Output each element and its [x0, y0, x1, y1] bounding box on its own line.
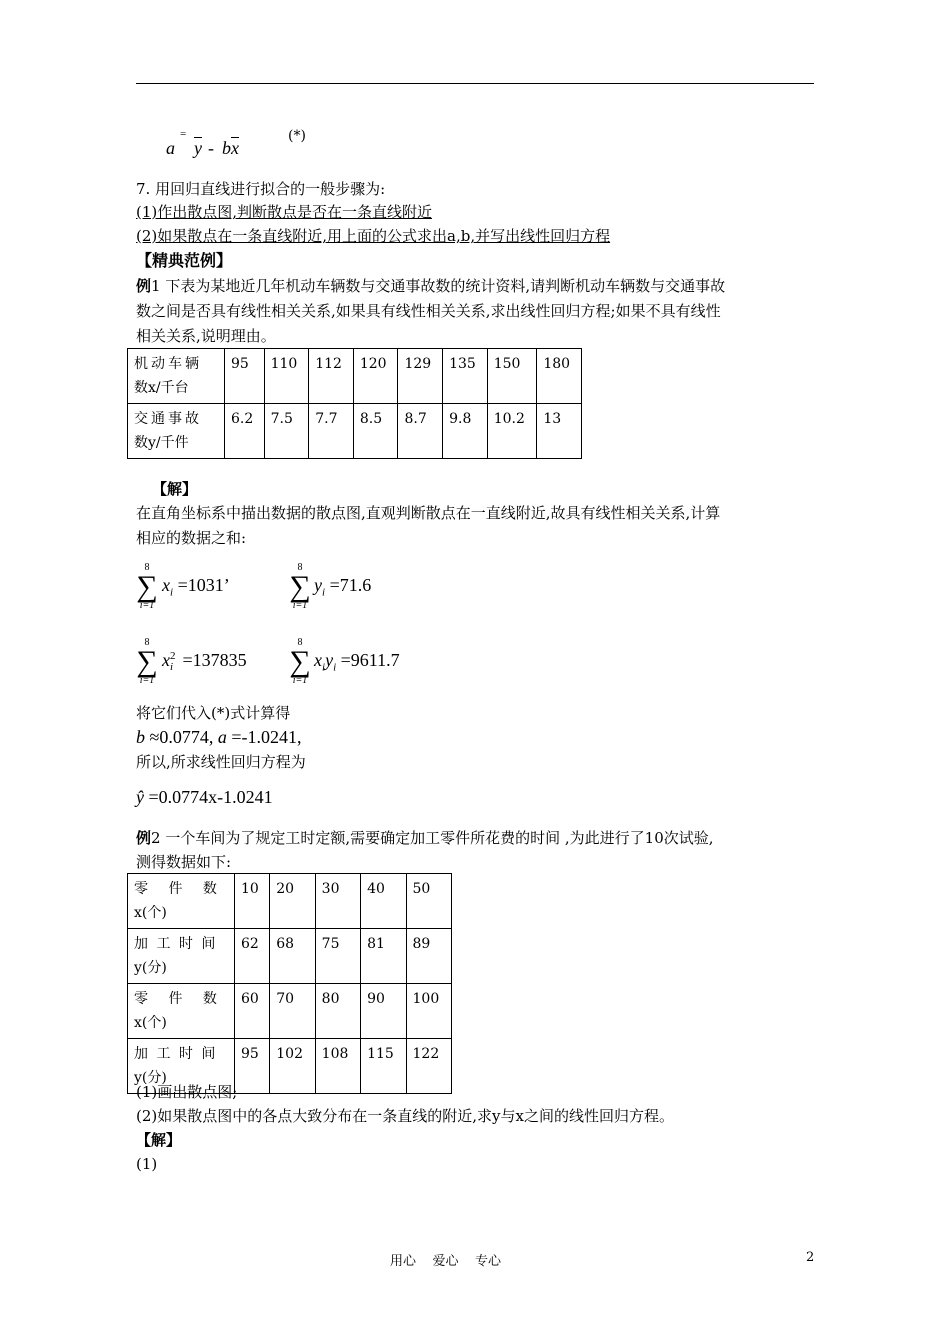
step-1: (1)作出散点图,判断散点是否在一条直线附近 — [136, 203, 433, 221]
table-cell: 120 — [353, 349, 398, 404]
substitute-text: 将它们代入(*)式计算得 — [136, 704, 291, 722]
table-header-cell: 交通事故 数y/千件 — [128, 404, 225, 459]
ex2-label: 例 — [136, 829, 152, 847]
table-cell: 20 — [270, 874, 315, 929]
table-header-cell: 加 工 时 间 y(分) — [128, 1039, 235, 1094]
page-number: 2 — [806, 1250, 815, 1265]
table-cell: 112 — [309, 349, 354, 404]
ex2-question-2: (2)如果散点图中的各点大致分布在一条直线的附近,求y与x之间的线性回归方程。 — [136, 1107, 674, 1125]
table-cell: 7.7 — [309, 404, 354, 459]
formula-a-xbar: $\overline{x}$ — [231, 138, 239, 158]
sum-xiyi: $x_iy_i =9611.7$ — [314, 650, 400, 674]
table-cell: 102 — [270, 1039, 315, 1094]
step-2: (2)如果散点在一条直线附近,用上面的公式求出a,b,并写出线性回归方程 — [136, 227, 611, 245]
table-cell: 30 — [315, 874, 360, 929]
table-cell: 70 — [270, 984, 315, 1039]
table-cell: 8.7 — [398, 404, 443, 459]
ex1-solution-label: 【解】 — [152, 480, 198, 498]
table-cell: 95 — [225, 349, 265, 404]
ex1-text1: 下表为某地近几年机动车辆数与交通事故数的统计资料,请判断机动车辆数与交通事故 — [165, 277, 726, 295]
sum-symbol: 8 ∑ i=1 — [289, 637, 311, 686]
table-cell: 100 — [406, 984, 451, 1039]
table-cell: 68 — [270, 929, 315, 984]
table-header-cell: 零 件 数 x(个) — [128, 874, 235, 929]
table-cell: 10 — [235, 874, 270, 929]
table-cell: 110 — [264, 349, 309, 404]
formula-a — [166, 128, 366, 162]
table-header-cell: 加 工 时 间 y(分) — [128, 929, 235, 984]
result-intro: 所以,所求线性回归方程为 — [136, 753, 306, 771]
table-header-cell: 零 件 数 x(个) — [128, 984, 235, 1039]
sum-symbol: 8 ∑ i=1 — [136, 562, 158, 611]
sum-symbol: 8 ∑ i=1 — [289, 562, 311, 611]
table-cell: 108 — [315, 1039, 360, 1094]
table-row — [128, 984, 452, 1039]
table-cell: 135 — [443, 349, 488, 404]
formula-a-ybar: $\overline{y}$ — [194, 138, 202, 158]
table-cell: 7.5 — [264, 404, 309, 459]
table-cell: 8.5 — [353, 404, 398, 459]
table-cell: 9.8 — [443, 404, 488, 459]
table-cell: 13 — [537, 404, 582, 459]
ex1-solution-line1: 在直角坐标系中描出数据的散点图,直观判断散点在一直线附近,故具有线性相关关系,计算 — [136, 504, 721, 522]
ex1-line2: 数之间是否具有线性相关关系,如果具有线性相关关系,求出线性回归方程;如果不具有线性 — [136, 302, 721, 320]
ex2-num: 2 — [151, 829, 161, 847]
table-cell: 10.2 — [487, 404, 537, 459]
table-cell: 90 — [361, 984, 406, 1039]
ex2-text1: 一个车间为了规定工时定额,需要确定加工零件所花费的时间 ,为此进行了10次试验, — [165, 829, 714, 847]
ex2-solution-1: (1) — [136, 1155, 158, 1173]
ex1-line1 — [136, 276, 725, 296]
section-title: 【精典范例】 — [136, 251, 233, 270]
table-cell: 129 — [398, 349, 443, 404]
ex2-question-1: (1)画出散点图; — [136, 1083, 238, 1101]
table-cell: 75 — [315, 929, 360, 984]
sum-xi: $x_i =1031$’ — [162, 575, 230, 599]
coefficients: b ≈0.0774, a =-1.0241, — [136, 727, 302, 747]
footer-slogan: 用心 爱心 专心 — [390, 1254, 502, 1269]
ex1-table — [127, 348, 582, 459]
sum-yi: $y_i =71.6$ — [314, 575, 372, 599]
table-cell: 115 — [361, 1039, 406, 1094]
ex2-line1 — [136, 828, 714, 848]
step-intro: 7. 用回归直线进行拟合的一般步骤为: — [136, 180, 386, 198]
ex1-label: 例 — [136, 277, 152, 295]
table-row — [128, 349, 582, 404]
formula-a-lhs: a — [166, 138, 175, 158]
table-cell: 122 — [406, 1039, 451, 1094]
formula-a-b: b — [222, 138, 231, 158]
table-cell: 60 — [235, 984, 270, 1039]
table-cell: 80 — [315, 984, 360, 1039]
table-cell: 40 — [361, 874, 406, 929]
table-cell: 6.2 — [225, 404, 265, 459]
table-cell: 180 — [537, 349, 582, 404]
ex1-line3: 相关关系,说明理由。 — [136, 327, 276, 345]
table-cell: 81 — [361, 929, 406, 984]
table-cell: 50 — [406, 874, 451, 929]
ex2-table — [127, 873, 452, 1094]
ex2-solution-label: 【解】 — [136, 1131, 182, 1149]
table-row — [128, 404, 582, 459]
table-cell: 150 — [487, 349, 537, 404]
ex1-num: 1 — [151, 277, 161, 295]
table-row — [128, 929, 452, 984]
table-cell: 95 — [235, 1039, 270, 1094]
table-cell: 62 — [235, 929, 270, 984]
table-row — [128, 874, 452, 929]
ex2-line2: 测得数据如下: — [136, 853, 232, 871]
formula-a-minus: - — [208, 138, 214, 158]
sum-xi-squared: x 2 i =137835 — [162, 649, 247, 673]
regression-equation: ŷ =0.0774x-1.0241 — [136, 787, 273, 807]
formula-tag: (*) — [288, 128, 306, 144]
table-header-cell: 机动车辆 数x/千台 — [128, 349, 225, 404]
formula-a-eq: = — [180, 128, 187, 140]
ex1-solution-line2: 相应的数据之和: — [136, 529, 247, 547]
header-rule — [136, 83, 814, 84]
sum-symbol: 8 ∑ i=1 — [136, 637, 158, 686]
table-cell: 89 — [406, 929, 451, 984]
